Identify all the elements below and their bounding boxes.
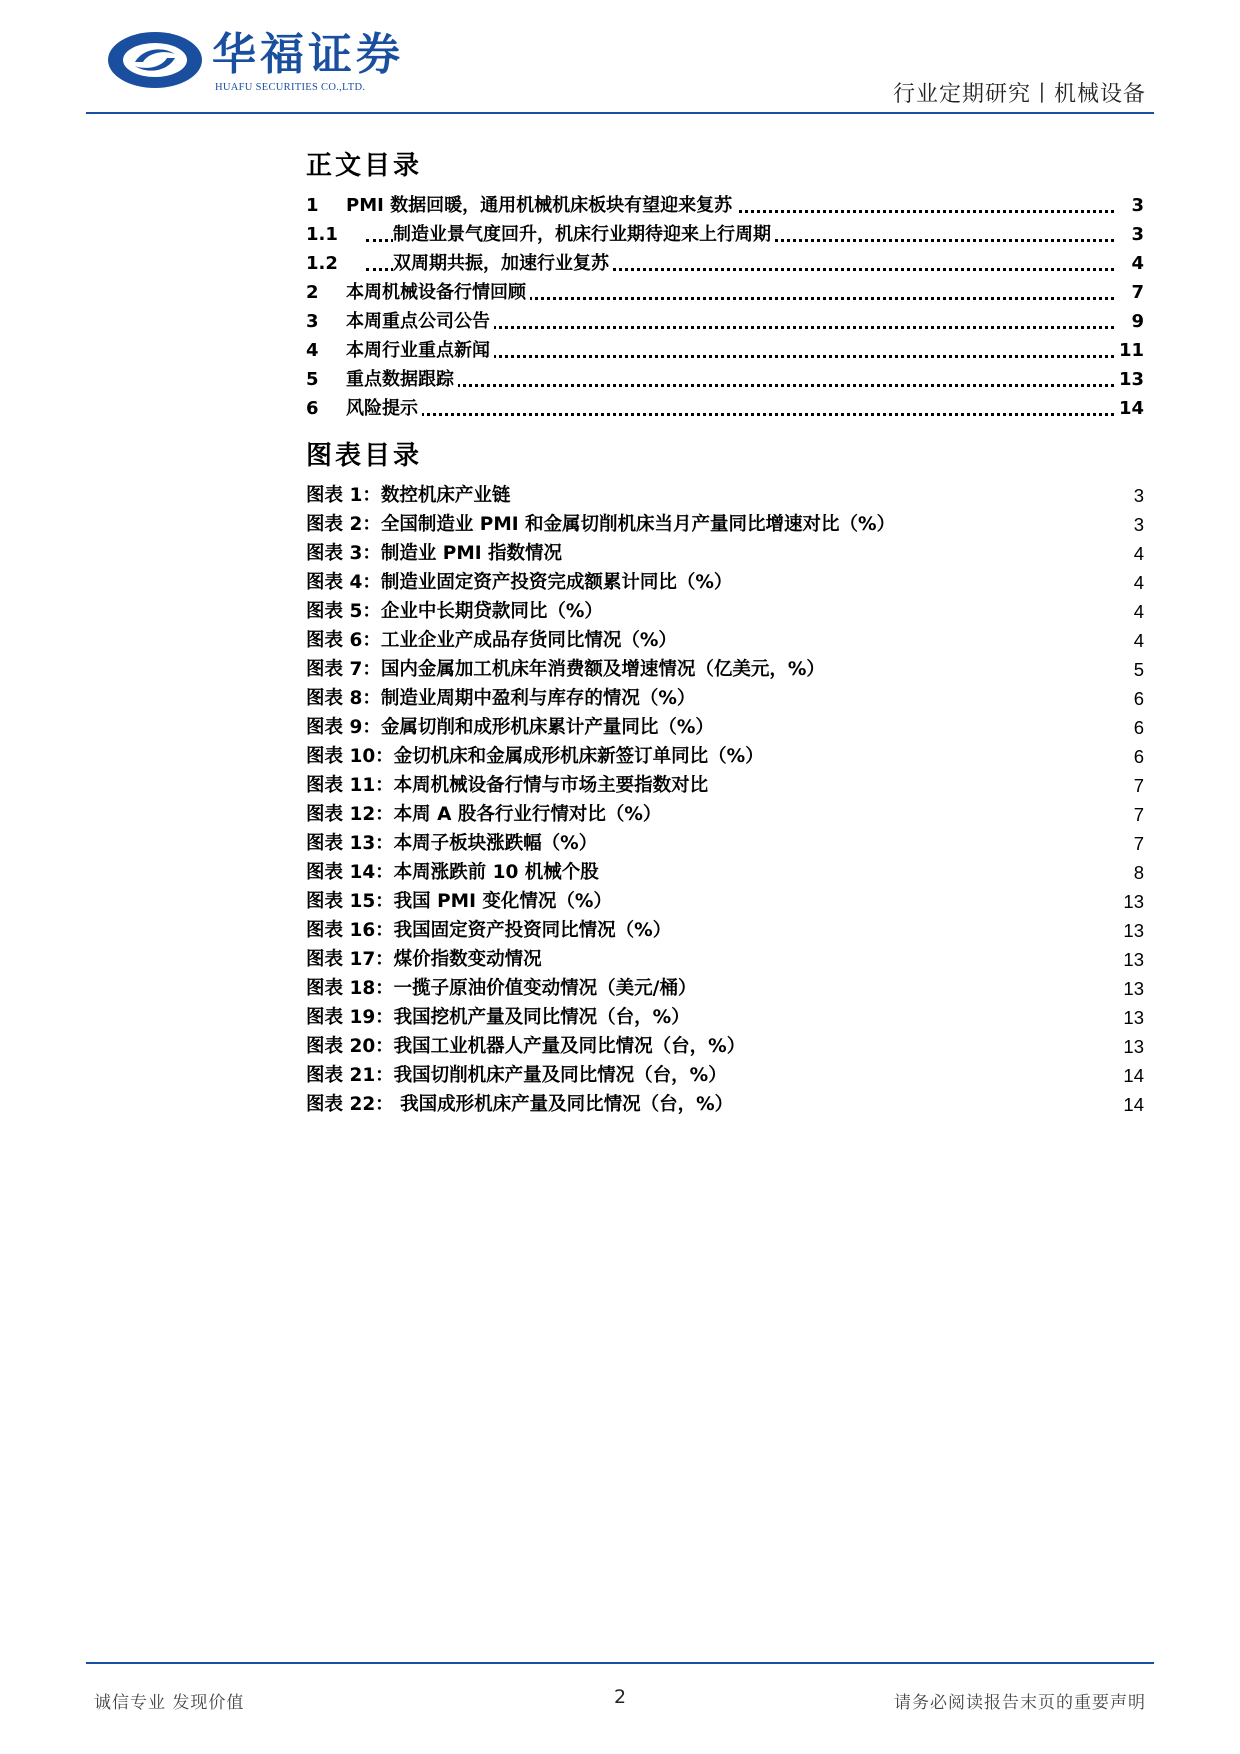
toc-item-text: PMI 数据回暖，通用机械机床板块有望迎来复苏	[346, 193, 736, 219]
report-category: 行业定期研究丨机械设备	[892, 82, 1146, 107]
figure-list-item[interactable]	[306, 772, 1144, 800]
logo-english-name: HUAFU SECURITIES CO.,LTD.	[215, 82, 366, 93]
toc-item-number: 1.1	[306, 224, 338, 245]
figure-list-item[interactable]	[306, 801, 1144, 829]
figure-list-item[interactable]	[306, 1091, 1144, 1119]
toc-item-page: 13	[1115, 367, 1144, 393]
toc-item-text: 制造业景气度回升，机床行业期待迎来上行周期	[393, 222, 775, 248]
figure-item-page: 13	[1123, 978, 1144, 999]
toc-title: 正文目录	[306, 151, 423, 181]
toc-item-page: 3	[1127, 222, 1144, 248]
figure-item-page: 14	[1123, 1065, 1144, 1086]
figure-list-item[interactable]	[306, 1004, 1144, 1032]
figure-item-text: 图表 5：企业中长期贷款同比（%）	[306, 601, 603, 622]
figure-list-item[interactable]	[306, 830, 1144, 858]
figure-list-item[interactable]	[306, 627, 1144, 655]
figure-item-text: 图表 21：我国切削机床产量及同比情况（台，%）	[306, 1065, 727, 1086]
figure-list-item[interactable]	[306, 656, 1144, 684]
figure-item-text: 图表 11：本周机械设备行情与市场主要指数对比	[306, 775, 709, 796]
figure-item-text: 图表 1：数控机床产业链	[306, 485, 511, 506]
toc-item-number: 1.2	[306, 253, 338, 274]
figure-list-item[interactable]	[306, 540, 1144, 568]
toc-item-text: 双周期共振，加速行业复苏	[393, 251, 613, 277]
figure-list-item[interactable]	[306, 1062, 1144, 1090]
figure-list-item[interactable]	[306, 685, 1144, 713]
figure-item-page: 3	[1133, 485, 1144, 506]
footer-divider	[86, 1662, 1154, 1664]
figure-list-item[interactable]	[306, 1033, 1144, 1061]
figure-item-page: 7	[1133, 804, 1144, 825]
figure-item-page: 13	[1123, 949, 1144, 970]
toc-item-page: 4	[1127, 251, 1144, 277]
figure-item-text: 图表 9：金属切削和成形机床累计产量同比（%）	[306, 717, 714, 738]
figure-item-page: 13	[1123, 891, 1144, 912]
toc-item-text: 本周重点公司公告	[346, 309, 494, 335]
figure-item-page: 6	[1133, 688, 1144, 709]
toc-item-text: 本周机械设备行情回顾	[346, 280, 530, 306]
toc-item[interactable]	[306, 222, 1144, 248]
footer-disclaimer: 请务必阅读报告末页的重要声明	[894, 1693, 1146, 1713]
figure-item-text: 图表 6：工业企业产成品存货同比情况（%）	[306, 630, 677, 651]
figure-list-item[interactable]	[306, 482, 1144, 510]
toc-item-page: 9	[1127, 309, 1144, 335]
figure-list-item[interactable]	[306, 714, 1144, 742]
figure-item-page: 8	[1133, 862, 1144, 883]
toc-item-page: 3	[1127, 193, 1144, 219]
toc-item[interactable]	[306, 251, 1144, 277]
toc-item[interactable]	[306, 280, 1144, 306]
figure-item-page: 4	[1133, 572, 1144, 593]
figure-item-page: 13	[1123, 920, 1144, 941]
figure-item-page: 13	[1123, 1036, 1144, 1057]
toc-item[interactable]	[306, 396, 1144, 422]
figure-item-page: 5	[1133, 659, 1144, 680]
figure-list-item[interactable]	[306, 511, 1144, 539]
figure-item-page: 4	[1133, 543, 1144, 564]
toc-item-page: 14	[1115, 396, 1144, 422]
figure-list-item[interactable]	[306, 743, 1144, 771]
toc-item-number: 1	[306, 195, 319, 216]
header-divider	[86, 112, 1154, 114]
page-header	[0, 0, 1240, 120]
toc-item-text: 本周行业重点新闻	[346, 338, 494, 364]
logo-emblem-icon	[105, 28, 205, 92]
figure-item-text: 图表 3：制造业 PMI 指数情况	[306, 543, 563, 564]
page-number: 2	[613, 1686, 627, 1708]
figure-item-text: 图表 14：本周涨跌前 10 机械个股	[306, 862, 599, 883]
figure-list-item[interactable]	[306, 975, 1144, 1003]
figure-item-page: 4	[1133, 630, 1144, 651]
figure-item-text: 图表 10：金切机床和金属成形机床新签订单同比（%）	[306, 746, 764, 767]
figure-item-page: 13	[1123, 1007, 1144, 1028]
figure-item-text: 图表 15：我国 PMI 变化情况（%）	[306, 891, 612, 912]
toc-item-number: 4	[306, 340, 319, 361]
figure-item-page: 3	[1133, 514, 1144, 535]
footer-slogan: 诚信专业 发现价值	[94, 1693, 245, 1713]
figure-item-page: 6	[1133, 746, 1144, 767]
figure-list-title: 图表目录	[306, 441, 423, 471]
figure-list-item[interactable]	[306, 946, 1144, 974]
figure-item-page: 4	[1133, 601, 1144, 622]
toc-item[interactable]	[306, 367, 1144, 393]
toc-item-number: 3	[306, 311, 319, 332]
figure-list-item[interactable]	[306, 598, 1144, 626]
figure-list-item[interactable]	[306, 888, 1144, 916]
figure-item-page: 7	[1133, 833, 1144, 854]
figure-item-text: 图表 7：国内金属加工机床年消费额及增速情况（亿美元，%）	[306, 659, 825, 680]
toc-leader-dots	[366, 413, 1114, 416]
figure-item-text: 图表 16：我国固定资产投资同比情况（%）	[306, 920, 672, 941]
figure-item-page: 7	[1133, 775, 1144, 796]
company-logo	[105, 28, 425, 98]
figure-item-text: 图表 13：本周子板块涨跌幅（%）	[306, 833, 598, 854]
figure-item-text: 图表 22： 我国成形机床产量及同比情况（台，%）	[306, 1094, 734, 1115]
toc-item[interactable]	[306, 193, 1144, 219]
figure-list-item[interactable]	[306, 917, 1144, 945]
figure-item-text: 图表 19：我国挖机产量及同比情况（台，%）	[306, 1007, 690, 1028]
figure-item-text: 图表 18：一揽子原油价值变动情况（美元/桶）	[306, 978, 697, 999]
figure-list-item[interactable]	[306, 569, 1144, 597]
toc-item-number: 6	[306, 398, 319, 419]
toc-item-number: 2	[306, 282, 319, 303]
figure-item-text: 图表 12：本周 A 股各行业行情对比（%）	[306, 804, 662, 825]
toc-item-text: 风险提示	[346, 396, 422, 422]
figure-list-item[interactable]	[306, 859, 1144, 887]
figure-item-text: 图表 2：全国制造业 PMI 和金属切削机床当月产量同比增速对比（%）	[306, 514, 896, 535]
figure-item-page: 14	[1123, 1094, 1144, 1115]
toc-item[interactable]	[306, 338, 1144, 364]
toc-item-page: 7	[1127, 280, 1144, 306]
toc-item[interactable]	[306, 309, 1144, 335]
figure-item-text: 图表 20：我国工业机器人产量及同比情况（台，%）	[306, 1036, 746, 1057]
figure-item-text: 图表 17：煤价指数变动情况	[306, 949, 542, 970]
logo-chinese-name: 华福证券	[212, 29, 404, 80]
figure-item-text: 图表 8：制造业周期中盈利与库存的情况（%）	[306, 688, 696, 709]
toc-item-number: 5	[306, 369, 319, 390]
figure-item-page: 6	[1133, 717, 1144, 738]
toc-item-text: 重点数据跟踪	[346, 367, 458, 393]
toc-item-page: 11	[1115, 338, 1144, 364]
figure-item-text: 图表 4：制造业固定资产投资完成额累计同比（%）	[306, 572, 733, 593]
toc-leader-dots	[366, 384, 1114, 387]
